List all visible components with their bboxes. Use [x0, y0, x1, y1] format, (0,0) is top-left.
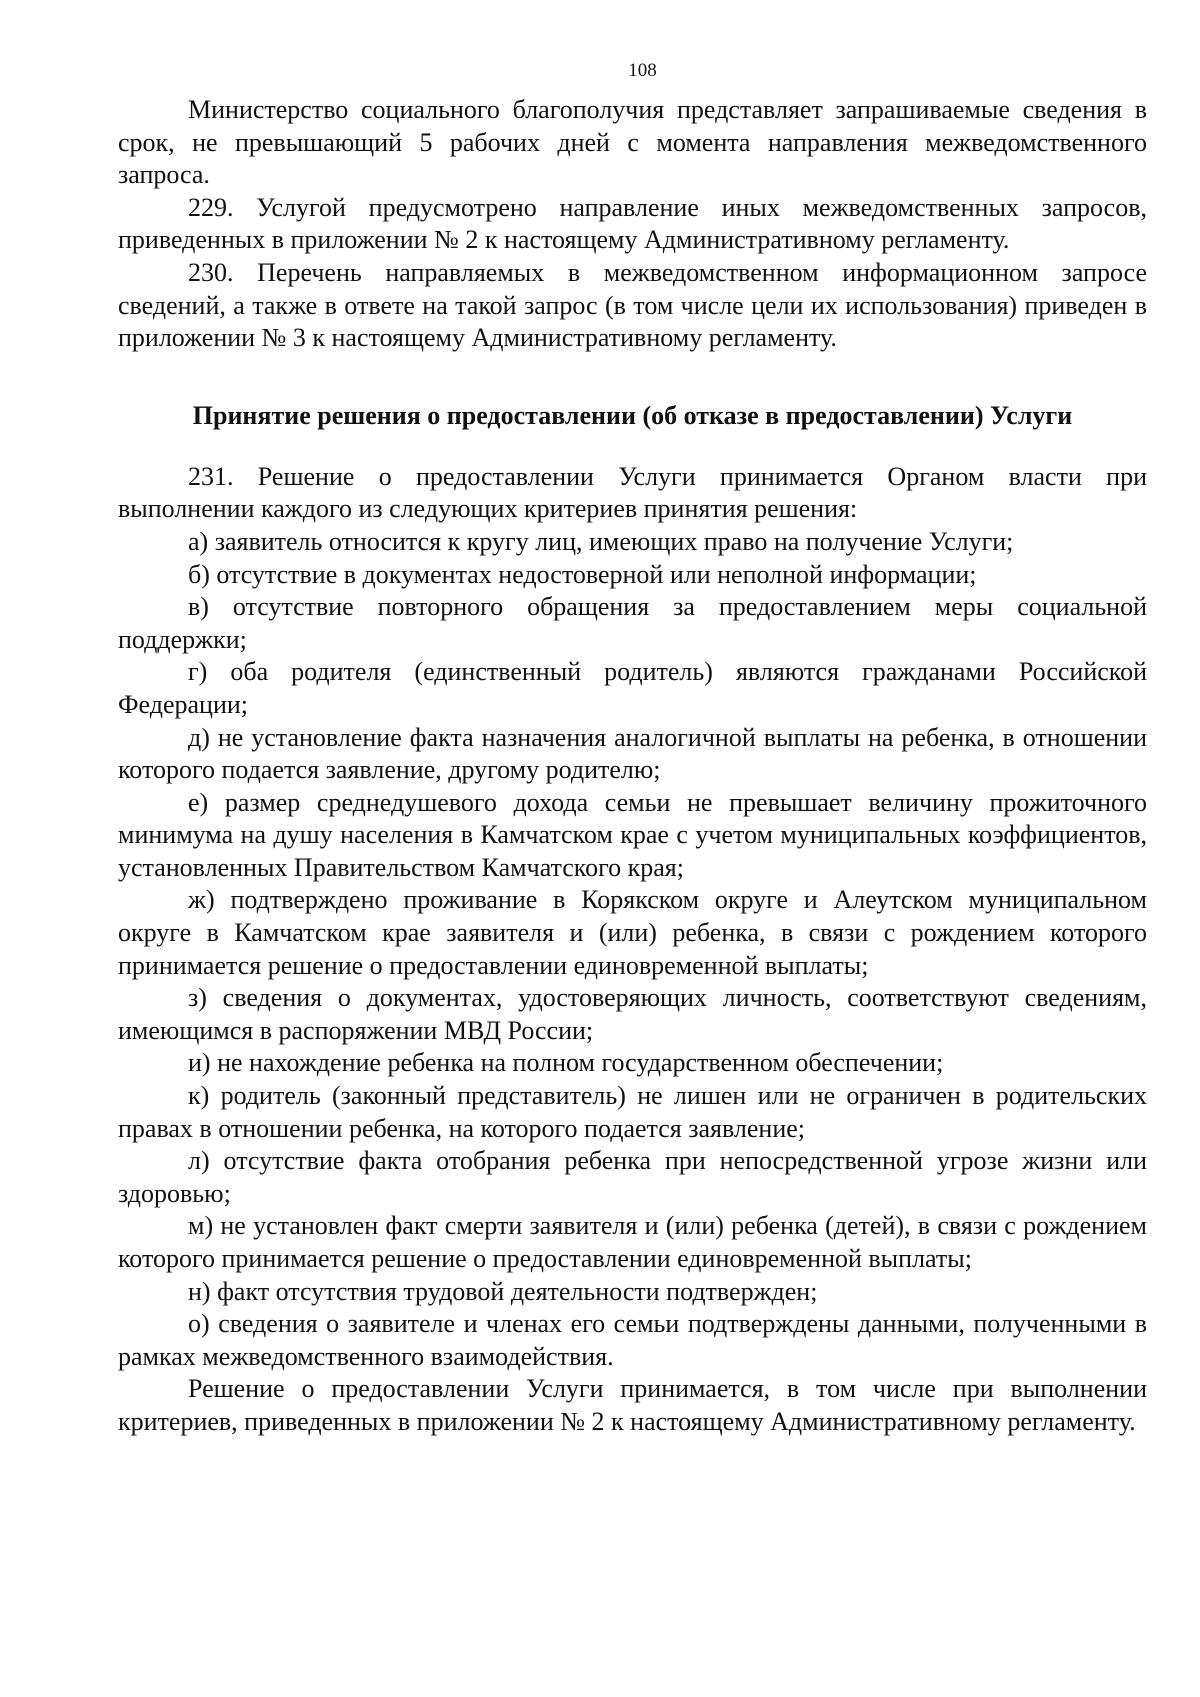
criterion-m: м) не установлен факт смерти заявителя и (или) ребенка (детей), в связи с рождением которого принимается решение о предоставлении единовременной выплаты; [118, 1211, 1147, 1273]
document-page [118, 60, 1147, 1439]
paragraph-decision-appendix: Решение о предоставлении Услуги принимается, в том числе при выполнении критериев, приведенных в приложении № 2 к настоящему Административному регламенту. [118, 1374, 1147, 1436]
criterion-zh: ж) подтверждено проживание в Корякском округе и Алеутском муниципальном округе в Камчатском крае заявителя и (или) ребенка, в связи с рождением которого принимается решение о предоставлении единовременной выплаты; [118, 885, 1147, 980]
paragraph-231: 231. Решение о предоставлении Услуги принимается Органом власти при выполнении каждого из следующих критериев принятия решения: [118, 461, 1147, 524]
paragraph-ministry-response: Министерство социального благополучия представляет запрашиваемые сведения в срок, не превышающий 5 рабочих дней с момента направления межведомственного запроса. [118, 95, 1147, 190]
criterion-z: з) сведения о документах, удостоверяющих личность, соответствуют сведениям, имеющимся в распоряжении МВД России; [118, 983, 1147, 1045]
criterion-n: н) факт отсутствия трудовой деятельности подтвержден; [188, 1276, 818, 1306]
criterion-a: а) заявитель относится к кругу лиц, имеющих право на получение Услуги; [188, 526, 1014, 556]
criterion-v: в) отсутствие повторного обращения за предоставлением меры социальной поддержки; [118, 592, 1147, 654]
section-heading: Принятие решения о предоставлении (об отказе в предоставлении) Услуги [192, 400, 1073, 430]
paragraph-230: 230. Перечень направляемых в межведомственном информационном запросе сведений, а также в ответе на такой запрос (в том числе цели их использования) приведен в приложении № 3 к настоящему Административному регламенту. [118, 257, 1147, 353]
criterion-l: л) отсутствие факта отобрания ребенка при непосредственной угрозе жизни или здоровью; [118, 1146, 1147, 1208]
criterion-b: б) отсутствие в документах недостоверной или неполной информации; [188, 559, 977, 589]
criterion-e: е) размер среднедушевого дохода семьи не превышает величину прожиточного минимума на душу населения в Камчатском крае с учетом муниципальных коэффициентов, установленных Правительством Камчатского края; [118, 787, 1147, 882]
criterion-o: о) сведения о заявителе и членах его семьи подтверждены данными, полученными в рамках межведомственного взаимодействия. [118, 1309, 1147, 1371]
paragraph-229: 229. Услугой предусмотрено направление иных межведомственных запросов, приведенных в приложении № 2 к настоящему Административному регламенту. [118, 192, 1147, 255]
criterion-d: д) не установление факта назначения аналогичной выплаты на ребенка, в отношении которого подается заявление, другому родителю; [118, 722, 1147, 785]
criterion-k: к) родитель (законный представитель) не лишен или не ограничен в родительских правах в отношении ребенка, на которого подается заявление; [118, 1081, 1147, 1143]
page-number: 108 [628, 60, 657, 81]
criterion-g: г) оба родителя (единственный родитель) являются гражданами Российской Федерации; [118, 657, 1147, 719]
criterion-i: и) не нахождение ребенка на полном государственном обеспечении; [188, 1048, 944, 1078]
